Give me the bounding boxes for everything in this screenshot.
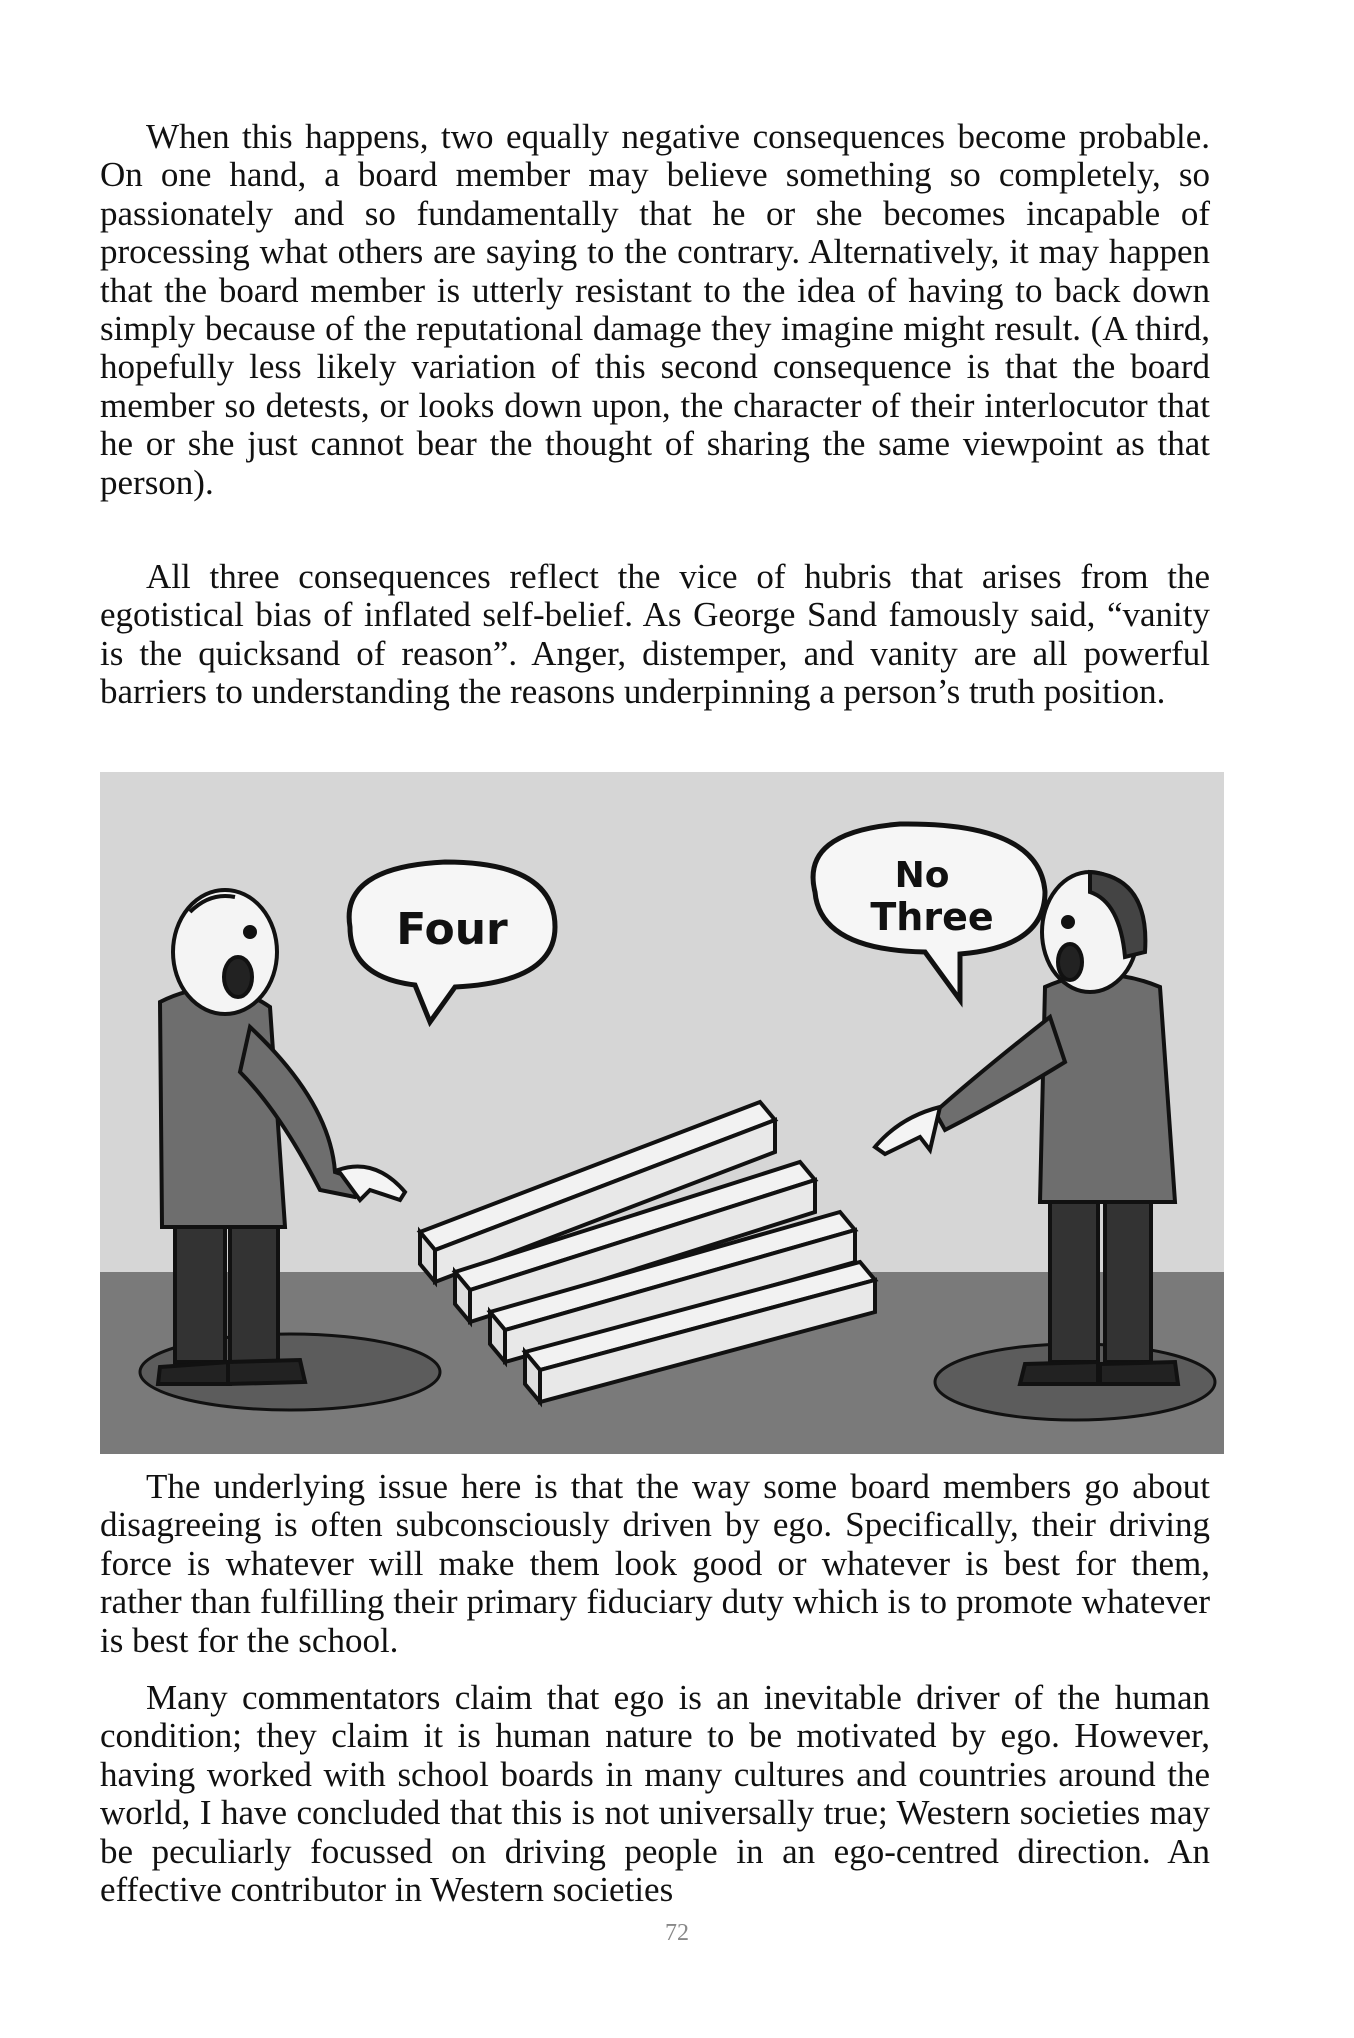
paragraph-commentators: Many commentators claim that ego is an inevitable driver of the human condition; they claim it is human nature to be motivated by ego. However, having worked with school boards in many cultures and countries around the world, I have concluded that this is not universally true; Western societies may be peculiarly focussed on driving people in an ego-centred direction. An effective contributor in Western societies — [100, 1678, 1210, 1910]
paragraph-consequences: When this happens, two equally negative consequences become probable. On one hand, a board member may believe something so completely, so passionately and so fundamentally that he or she becomes incapable of processing what others are saying to the contrary. Alternatively, it may happen that the board member is utterly resistant to the idea of having to back down simply because of the reputational damage they imagine might result. (A third, hopefully less likely variation of this second consequence is that the board member so detests, or looks down upon, the character of their interlocutor that he or she just cannot bear the thought of sharing the same viewpoint as that person). — [100, 117, 1210, 502]
speech-text-no: No — [894, 855, 950, 896]
page-number: 72 — [665, 1920, 689, 1946]
speech-text-three: Three — [870, 895, 994, 939]
cartoon-illustration — [100, 772, 1224, 1454]
paragraph-ego-driven: The underlying issue here is that the way some board members go about disagreeing is often subconsciously driven by ego. Specifically, their driving force is whatever will make them look good or whatever is best for them, rather than fulfilling their primary fiduciary duty which is to promote whatever is best for the school. — [100, 1467, 1210, 1660]
speech-text-four: Four — [396, 904, 508, 955]
paragraph-hubris: All three consequences reflect the vice of hubris that arises from the egotistical bias of inflated self-belief. As George Sand famously said, “vanity is the quicksand of reason”. Anger, distemper, and vanity are all powerful barriers to understanding the reasons underpinning a person’s truth position. — [100, 557, 1210, 712]
